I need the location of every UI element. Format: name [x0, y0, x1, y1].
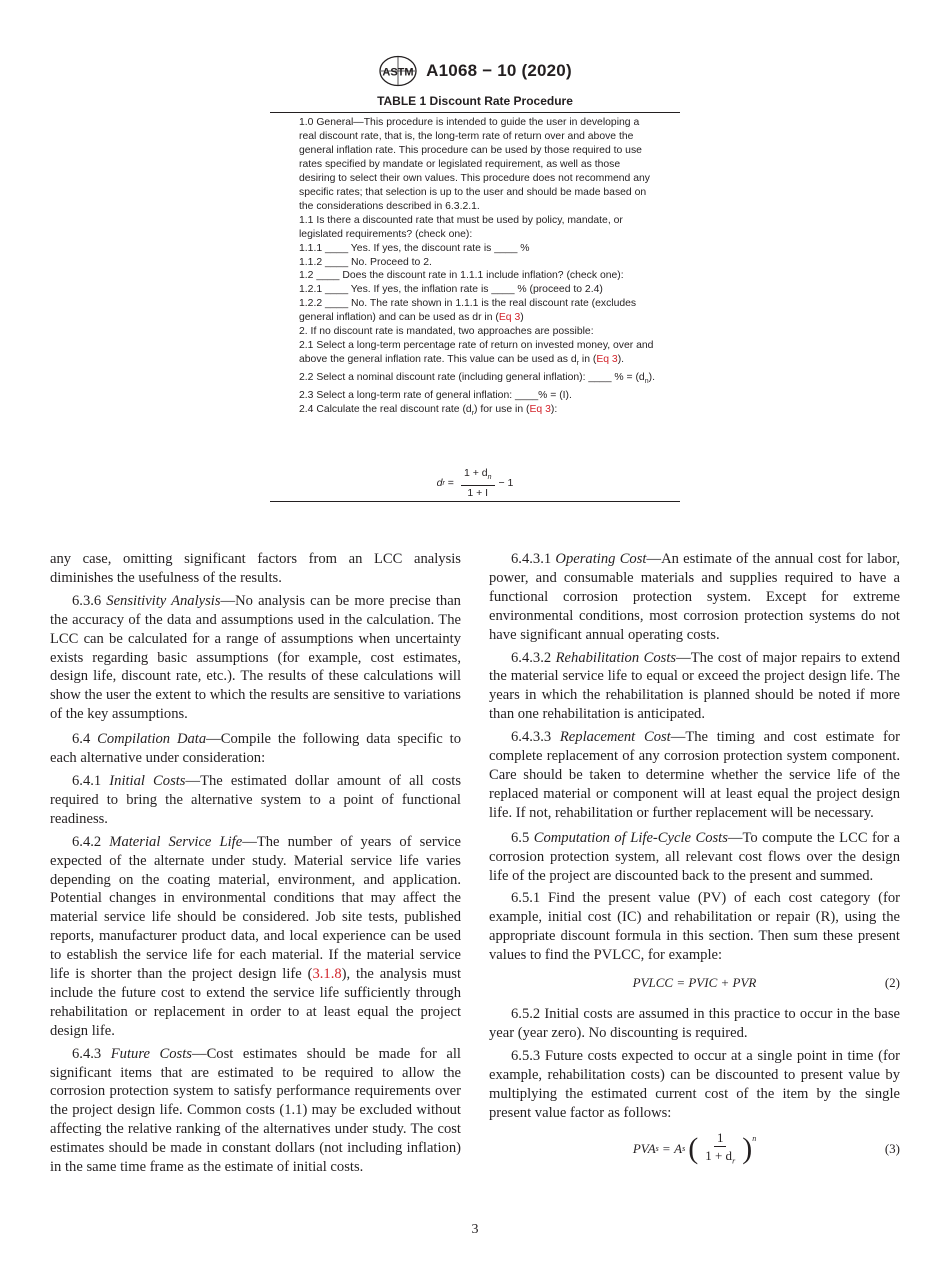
- table-item: 2. If no discount rate is mandated, two approaches are possible:: [299, 326, 594, 338]
- section-6-4: 6.4 Compilation Data—Compile the following data specific to each alternative under consideration:: [50, 731, 462, 767]
- equation-3: PVA s = A s ( $\frac{1}{1 + d_r}$ ) $^n$ (3): [632, 1130, 900, 1166]
- eq3-link[interactable]: Eq 3: [529, 404, 551, 416]
- table-item: 1.1 Is there a discounted rate that must be used by policy, mandate, or legislated requirements? (check one):: [299, 214, 623, 240]
- section-6-4-2: 6.4.2 Material Service Life—The number of years of service expected of the alternate under study. Material service life varies depending on the coating material, environment, and application. Potential changes in environmental conditions that may affect the material service life should be considered. Job site tests, published reports, manufacturer product data, and local experience can be used to establish the service life for each material. If the material service life is shorter than the project design life (3.1.8), the analysis must include the future cost to extend the service life sufficiently through rehabilitation or replacement in order to at least equal the project design life.: [50, 833, 462, 1039]
- section-6-3-6: 6.3.6 Sensitivity Analysis—No analysis can be more precise than the accuracy of the data and assumptions used in the calculation. The LCC can be calculated for a range of assumptions when uncertainty exists regarding basic assumptions (for example, cost estimates, design life, discount rate, etc.). The results of these calculations will show the user the extent to which the results are sensitive to variations of the key assumptions.: [50, 592, 461, 723]
- left-column: [50, 550, 461, 1181]
- astm-logo-icon: [378, 55, 418, 87]
- table-item: 1.1.1 ____ Yes. If yes, the discount rate is ____ %: [299, 242, 530, 254]
- section-6-5-3: 6.5.3 Future costs expected to occur at a single point in time (for example, rehabilitation costs) can be discounted to present value by multiplying the estimated current cost of the item by the single present value factor as follows:: [489, 1047, 900, 1121]
- table-item: 2.2 Select a nominal discount rate (including general inflation): ____ % = $(d_n)$.: [299, 372, 655, 386]
- section-6-4-3-3: 6.4.3.3 Replacement Cost—The timing and cost estimate for complete replacement of any corrosion protection system component. Care should be taken to determine whether the service life of the replaced material or component will at least equal the project design life. If not, rehabilitation or further replacement will be necessary.: [489, 729, 901, 821]
- table-item: 2.1 Select a long-term percentage rate of return on invested money, over and above the general inflation rate. This value can be used as $d_r$ in (Eq 3).: [299, 340, 654, 368]
- section-6-5-1: 6.5.1 Find the present value (PV) of each cost category (for example, initial cost (IC) and rehabilitation or repair (R), using the appropriate discount formula in this section. Then sum these present values to find the PVLCC, for example:: [489, 890, 900, 964]
- table-body: [299, 116, 659, 421]
- eq3-link[interactable]: Eq 3: [596, 354, 618, 366]
- page-number: 3: [471, 1222, 479, 1237]
- equation-number: (2): [884, 974, 900, 990]
- equation-2: PVLCC = PVIC + PVR (2): [489, 969, 900, 997]
- table-item: 1.2.2 ____ No. The rate shown in 1.1.1 is the real discount rate (excludes general inflation) and can be used as dr in (Eq 3): [299, 298, 637, 324]
- table-item: 1.2 ____ Does the discount rate in 1.1.1 include inflation? (check one):: [299, 270, 624, 282]
- document-id: A1068 − 10 (2020): [426, 61, 572, 80]
- table-bottom-rule: [270, 501, 680, 502]
- document-header: [0, 54, 950, 88]
- section-6-5: 6.5 Computation of Life-Cycle Costs—To compute the LCC for a corrosion protection system, all relevant cost flows over the design life of the project are discounted back to the present and summed.: [489, 829, 900, 884]
- table-title: TABLE 1 Discount Rate Procedure: [377, 94, 573, 108]
- table-item: 1.0 General—This procedure is intended to guide the user in developing a real discount rate, that is, the long-term rate of return over and above the general inflation rate. This procedure can be used by those required to use rates specified by mandate or legislated requirement, as well as those desiring to select their own values. This procedure does not recommend any specific rates; that selection is up to the user and should be made based on the considerations described in 6.3.2.1.: [299, 117, 650, 212]
- paragraph: any case, omitting significant factors from an LCC analysis diminishes the usefulness of the results.: [50, 551, 461, 586]
- section-6-4-3: 6.4.3 Future Costs—Cost estimates should be made for all significant items that are estimated to be required to allow the corrosion protection system to satisfy performance requirements over the project design life. Common costs (1.1) may be excluded without affecting the relative ranking of the alternatives under study. The cost estimates should be made in constant dollars (not including inflation) in the same time frame as the estimate of initial costs.: [50, 1045, 461, 1176]
- section-3-1-8-link[interactable]: 3.1.8: [312, 966, 342, 983]
- section-6-4-3-2: 6.4.3.2 Rehabilitation Costs—The cost of major repairs to extend the material service life to equal or exceed the project design life. The years in which the rehabilitation is planned should be noted if more than one rehabilitation is anticipated.: [489, 649, 901, 723]
- table-item: 1.2.1 ____ Yes. If yes, the inflation rate is ____ % (proceed to 2.4): [299, 284, 603, 296]
- equation-number: (3): [884, 1141, 900, 1157]
- table-item: 1.1.2 ____ No. Proceed to 2.: [299, 256, 432, 268]
- table-item: 2.3 Select a long-term rate of general inflation: ____% = (I).: [299, 390, 572, 402]
- section-6-5-2: 6.5.2 Initial costs are assumed in this practice to occur in the base year (year zero). No discounting is required.: [489, 1006, 900, 1041]
- right-column: [489, 550, 900, 1180]
- real-discount-rate-formula: d r = $\frac{1 + d_n}{1 + I}$ − 1: [436, 466, 514, 500]
- table-top-rule: [270, 112, 680, 113]
- eq3-link[interactable]: Eq 3: [498, 312, 521, 324]
- svg-text:ASTM: ASTM: [382, 66, 414, 79]
- section-6-4-3-1: 6.4.3.1 Operating Cost—An estimate of the annual cost for labor, power, and consumable materials and supplies required to have a functional corrosion protection system. Except for extreme environmental conditions, most corrosion protection systems do not have significant annual operating costs.: [489, 551, 900, 643]
- section-6-4-1: 6.4.1 Initial Costs—The estimated dollar amount of all costs required to bring the alternative system to a point of functional readiness.: [50, 772, 462, 827]
- table-item: 2.4 Calculate the real discount rate $(d_r)$ for use in (Eq 3):: [299, 404, 558, 418]
